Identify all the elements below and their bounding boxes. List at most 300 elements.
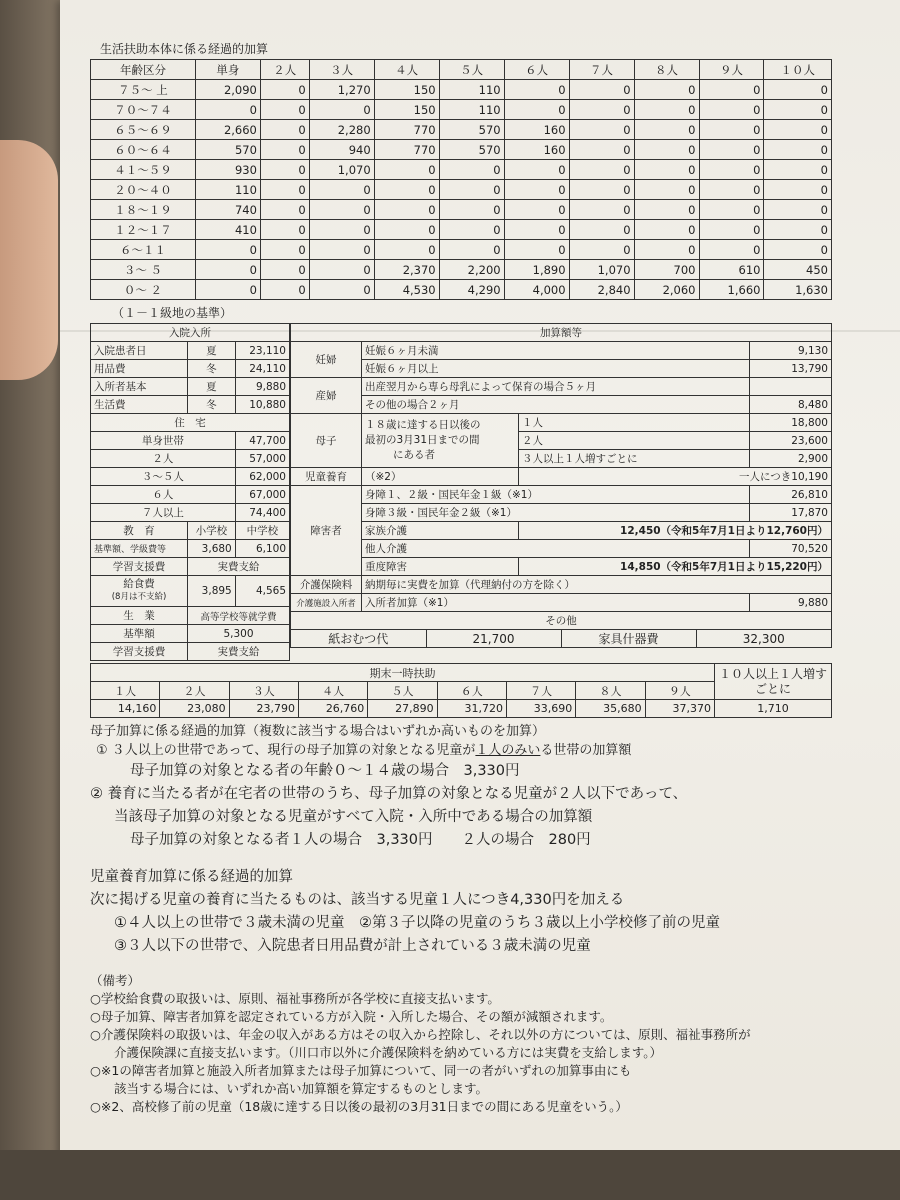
value: 12,450（令和5年7月1日より12,760円） bbox=[519, 522, 832, 540]
value-cell: 0 bbox=[374, 200, 439, 220]
label: ２人 bbox=[91, 450, 236, 468]
value: 14,160 bbox=[91, 700, 160, 718]
table-row bbox=[91, 504, 290, 522]
table-row bbox=[91, 140, 832, 160]
value: 70,520 bbox=[749, 540, 831, 558]
kimatsu-col: ９人 bbox=[645, 682, 714, 700]
table-row bbox=[291, 576, 832, 594]
age-cell: ７５～ 上 bbox=[91, 80, 196, 100]
boshi-title: 母子加算に係る経過的加算（複数に該当する場合はいずれか高いものを加算） bbox=[90, 724, 546, 739]
value-cell: 0 bbox=[569, 220, 634, 240]
document-content bbox=[90, 40, 890, 1116]
table-row bbox=[91, 378, 290, 396]
value-cell: 2,090 bbox=[195, 80, 260, 100]
value-cell: 1,630 bbox=[764, 280, 832, 300]
value-cell: 0 bbox=[374, 240, 439, 260]
jido-title: 児童養育加算に係る経過的加算 bbox=[90, 869, 293, 885]
table-row bbox=[91, 540, 290, 558]
table-row bbox=[291, 540, 832, 558]
value-cell: 1,660 bbox=[699, 280, 764, 300]
value-cell: 0 bbox=[634, 140, 699, 160]
table-row bbox=[91, 360, 290, 378]
value-cell: 570 bbox=[195, 140, 260, 160]
text: 身障３級・国民年金２級（※1） bbox=[362, 504, 750, 522]
table-row bbox=[91, 180, 832, 200]
label: ７人以上 bbox=[91, 504, 236, 522]
value: 26,760 bbox=[298, 700, 367, 718]
value-cell: 930 bbox=[195, 160, 260, 180]
value-cell: 1,070 bbox=[309, 160, 374, 180]
value: 31,720 bbox=[437, 700, 506, 718]
value-cell: 0 bbox=[309, 200, 374, 220]
right-column bbox=[290, 323, 832, 661]
value: 35,680 bbox=[576, 700, 645, 718]
value-cell: 570 bbox=[439, 140, 504, 160]
value-cell: 0 bbox=[374, 180, 439, 200]
label bbox=[91, 576, 188, 607]
kimatsu-col: ８人 bbox=[576, 682, 645, 700]
value-cell: 4,530 bbox=[374, 280, 439, 300]
value-cell: 0 bbox=[764, 120, 832, 140]
value: 17,870 bbox=[749, 504, 831, 522]
kaigoshisetsu-label: 介護施設入所者 bbox=[291, 594, 362, 612]
seigyo-sub: 高等学校等就学費 bbox=[188, 607, 290, 625]
table-row bbox=[91, 160, 832, 180]
left-column bbox=[90, 323, 290, 661]
value: 10,880 bbox=[235, 396, 289, 414]
value-cell: 0 bbox=[699, 180, 764, 200]
note-line: ①４人以上の世帯で３歳未満の児童 ②第３子以降の児童のうち３歳以上小学校修了前の児童 bbox=[114, 915, 720, 931]
note-line: ③３人以下の世帯で、入院患者日用品費が計上されている３歳未満の児童 bbox=[114, 938, 591, 954]
sonota-header: その他 bbox=[291, 612, 832, 630]
notes bbox=[90, 722, 890, 1116]
kimatsu-col: ６人 bbox=[437, 682, 506, 700]
table-row bbox=[91, 396, 290, 414]
table-row bbox=[91, 486, 290, 504]
value: 67,000 bbox=[235, 486, 289, 504]
value: 3,680 bbox=[188, 540, 236, 558]
boshi-desc bbox=[362, 414, 519, 468]
age-cell: ６５～６９ bbox=[91, 120, 196, 140]
value-cell: 700 bbox=[634, 260, 699, 280]
value: 74,400 bbox=[235, 504, 289, 522]
value-cell: 0 bbox=[309, 260, 374, 280]
sub: 冬 bbox=[188, 396, 236, 414]
table-row bbox=[91, 576, 290, 607]
value-cell: 0 bbox=[504, 80, 569, 100]
label: 用品費 bbox=[91, 360, 188, 378]
value-cell: 0 bbox=[504, 160, 569, 180]
value-cell: 610 bbox=[699, 260, 764, 280]
remark-line: ○※1の障害者加算と施設入所者加算または母子加算について、同一の者がいずれの加算事由にも bbox=[90, 1063, 632, 1078]
table-row bbox=[291, 504, 832, 522]
value-cell: 0 bbox=[195, 100, 260, 120]
kaigo-text: 納期毎に実費を加算（代理納付の方を除く） bbox=[362, 576, 832, 594]
value-cell: 0 bbox=[699, 220, 764, 240]
remark-line: 該当する場合には、いずれか高い加算額を算定するものとします。 bbox=[114, 1081, 489, 1096]
kimatsu-col: ２人 bbox=[160, 682, 229, 700]
table-row bbox=[291, 558, 832, 576]
th: ４人 bbox=[374, 60, 439, 80]
value-cell: 0 bbox=[374, 160, 439, 180]
kimatsu-last-label: １０人以上１人増すごとに bbox=[715, 664, 832, 700]
age-cell: ２０～４０ bbox=[91, 180, 196, 200]
note-line: 母子加算の対象となる者の年齢０～１４歳の場合 3,330円 bbox=[130, 763, 520, 779]
table-row bbox=[91, 607, 290, 625]
value-cell: 0 bbox=[764, 240, 832, 260]
remark-line: ○学校給食費の取扱いは、原則、福祉事務所が各学校に直接支払います。 bbox=[90, 991, 500, 1006]
value-cell: 0 bbox=[569, 80, 634, 100]
value: 4,565 bbox=[235, 576, 289, 607]
value: 6,100 bbox=[235, 540, 289, 558]
sonota-inner bbox=[291, 630, 831, 647]
value-cell: 0 bbox=[569, 120, 634, 140]
note-n1a: ① ３人以上の世帯であって、現行の母子加算の対象となる児童が bbox=[96, 743, 476, 758]
table1-header-row bbox=[91, 60, 832, 80]
kami-value: 21,700 bbox=[426, 630, 561, 647]
background-bottom bbox=[0, 1150, 900, 1200]
value-cell: 0 bbox=[260, 220, 309, 240]
text: 身障１、２級・国民年金１級（※1） bbox=[362, 486, 750, 504]
biko: （備考） bbox=[90, 973, 141, 988]
value-cell: 0 bbox=[764, 180, 832, 200]
value: 9,880 bbox=[235, 378, 289, 396]
text: 家族介護 bbox=[362, 522, 519, 540]
th: ９人 bbox=[699, 60, 764, 80]
jido-label: 児童養育 bbox=[291, 468, 362, 486]
value-cell: 2,840 bbox=[569, 280, 634, 300]
note-line: ② 養育に当たる者が在宅者の世帯のうち、母子加算の対象となる児童が２人以下であって、 bbox=[90, 786, 688, 802]
value-cell: 2,280 bbox=[309, 120, 374, 140]
thumb bbox=[0, 140, 58, 380]
table-row bbox=[291, 396, 832, 414]
value: 2,900 bbox=[749, 450, 831, 468]
table-row bbox=[291, 378, 832, 396]
value-cell: 0 bbox=[504, 220, 569, 240]
age-cell: ６～１１ bbox=[91, 240, 196, 260]
kami-label: 紙おむつ代 bbox=[291, 630, 426, 647]
value-cell: 0 bbox=[764, 200, 832, 220]
value-cell: 0 bbox=[374, 220, 439, 240]
value: 23,600 bbox=[749, 432, 831, 450]
kaigo-label: 介護保険料 bbox=[291, 576, 362, 594]
kaigoshisetsu-value: 9,880 bbox=[749, 594, 831, 612]
note-line: 母子加算の対象となる者１人の場合 3,330円 ２人の場合 280円 bbox=[130, 832, 591, 848]
value-cell: 4,290 bbox=[439, 280, 504, 300]
value-cell: 940 bbox=[309, 140, 374, 160]
value-cell: 0 bbox=[699, 200, 764, 220]
value-cell: 0 bbox=[569, 200, 634, 220]
value-cell: 1,070 bbox=[569, 260, 634, 280]
kyushoku-note: (8月は不支給) bbox=[111, 592, 167, 602]
value-cell: 0 bbox=[699, 80, 764, 100]
value-cell: 0 bbox=[195, 260, 260, 280]
table-row bbox=[91, 260, 832, 280]
table-row bbox=[291, 468, 832, 486]
age-cell: ７０～７４ bbox=[91, 100, 196, 120]
age-cell: ４１～５９ bbox=[91, 160, 196, 180]
sonota-cell bbox=[291, 630, 832, 648]
label: 学習支援費 bbox=[91, 643, 188, 661]
th: ６人 bbox=[504, 60, 569, 80]
value-cell: 0 bbox=[260, 180, 309, 200]
value: 47,700 bbox=[235, 432, 289, 450]
table-row bbox=[91, 80, 832, 100]
value: 13,790 bbox=[749, 360, 831, 378]
note-line: 次に掲げる児童の養育に当たるものは、該当する児童１人につき4,330円を加える bbox=[90, 892, 625, 908]
value: 18,800 bbox=[749, 414, 831, 432]
value-cell: 770 bbox=[374, 140, 439, 160]
table-row bbox=[91, 240, 832, 260]
value-cell: 0 bbox=[569, 100, 634, 120]
text: 妊娠６ヶ月以上 bbox=[362, 360, 750, 378]
kimatsu-col: ５人 bbox=[368, 682, 437, 700]
label: ３～５人 bbox=[91, 468, 236, 486]
value-cell: 0 bbox=[260, 240, 309, 260]
value-cell: 0 bbox=[439, 180, 504, 200]
value-cell: 0 bbox=[634, 220, 699, 240]
value-cell: 0 bbox=[260, 280, 309, 300]
value: 37,370 bbox=[645, 700, 714, 718]
value-cell: 150 bbox=[374, 80, 439, 100]
boshi-label: 母子 bbox=[291, 414, 362, 468]
value-cell: 0 bbox=[195, 240, 260, 260]
value-cell: 4,000 bbox=[504, 280, 569, 300]
kasan-header: 加算額等 bbox=[291, 324, 832, 342]
value-cell: 0 bbox=[569, 180, 634, 200]
table-row bbox=[91, 120, 832, 140]
value-cell: 0 bbox=[699, 140, 764, 160]
kyushoku-label: 給食費 bbox=[123, 578, 155, 590]
table-row bbox=[91, 200, 832, 220]
table-row bbox=[91, 450, 290, 468]
table-row bbox=[91, 280, 832, 300]
text: 他人介護 bbox=[362, 540, 750, 558]
standards-area bbox=[90, 323, 832, 661]
value-cell: 0 bbox=[439, 160, 504, 180]
kagu-label: 家具什器費 bbox=[561, 630, 696, 647]
label: 生活費 bbox=[91, 396, 188, 414]
value-cell: 0 bbox=[195, 280, 260, 300]
value: 23,790 bbox=[229, 700, 298, 718]
sanpu-label: 産婦 bbox=[291, 378, 362, 414]
th: ２人 bbox=[260, 60, 309, 80]
seigyo-header: 生 業 bbox=[91, 607, 188, 625]
value-cell: 0 bbox=[634, 180, 699, 200]
value-cell: 1,270 bbox=[309, 80, 374, 100]
kyoiku-header: 教 育 bbox=[91, 522, 188, 540]
kimatsu-col: ４人 bbox=[298, 682, 367, 700]
text: 出産翌月から専ら母乳によって保育の場合５ヶ月 bbox=[362, 378, 750, 396]
value: 実費支給 bbox=[188, 558, 290, 576]
note-line bbox=[90, 741, 890, 760]
value-cell: 0 bbox=[764, 80, 832, 100]
text: 重度障害 bbox=[362, 558, 519, 576]
note-n1b: る世帯の加算額 bbox=[540, 743, 632, 758]
sub: 夏 bbox=[188, 342, 236, 360]
table-row bbox=[91, 522, 290, 540]
table-row bbox=[91, 625, 290, 643]
jido-note: （※2） bbox=[362, 468, 519, 486]
sub: 夏 bbox=[188, 378, 236, 396]
kimatsu-col: １人 bbox=[91, 682, 160, 700]
value-cell: 0 bbox=[439, 240, 504, 260]
th: ７人 bbox=[569, 60, 634, 80]
value-cell: 0 bbox=[634, 160, 699, 180]
jido-value: 一人につき10,190 bbox=[519, 468, 832, 486]
table-row bbox=[91, 643, 290, 661]
sub: 冬 bbox=[188, 360, 236, 378]
value-cell: 1,890 bbox=[504, 260, 569, 280]
kimatsu-header: 期末一時扶助 bbox=[91, 664, 715, 682]
text: ２人 bbox=[519, 432, 750, 450]
value-cell: 2,660 bbox=[195, 120, 260, 140]
table-row bbox=[291, 630, 832, 648]
value-cell: 2,370 bbox=[374, 260, 439, 280]
value-cell: 0 bbox=[309, 280, 374, 300]
th: 年齢区分 bbox=[91, 60, 196, 80]
value: 23,110 bbox=[235, 342, 289, 360]
value-cell: 0 bbox=[309, 180, 374, 200]
value-cell: 410 bbox=[195, 220, 260, 240]
value-cell: 570 bbox=[439, 120, 504, 140]
value-cell: 0 bbox=[260, 100, 309, 120]
label: ６人 bbox=[91, 486, 236, 504]
value-cell: 150 bbox=[374, 100, 439, 120]
value-cell: 0 bbox=[260, 200, 309, 220]
age-cell: １２～１７ bbox=[91, 220, 196, 240]
value: 27,890 bbox=[368, 700, 437, 718]
age-cell: ０～ ２ bbox=[91, 280, 196, 300]
table-row bbox=[91, 432, 290, 450]
value-cell: 160 bbox=[504, 140, 569, 160]
value: 5,300 bbox=[188, 625, 290, 643]
boshi-desc-line: にある者 bbox=[393, 449, 435, 461]
value-cell: 0 bbox=[764, 140, 832, 160]
value-cell: 0 bbox=[504, 180, 569, 200]
th: 単身 bbox=[195, 60, 260, 80]
kaigoshisetsu-text: 入所者加算（※1） bbox=[362, 594, 750, 612]
ninpu-label: 妊婦 bbox=[291, 342, 362, 378]
value-cell: 0 bbox=[634, 80, 699, 100]
value-cell: 0 bbox=[699, 160, 764, 180]
age-cell: ６０～６４ bbox=[91, 140, 196, 160]
kimatsu-col: ７人 bbox=[506, 682, 575, 700]
table-row bbox=[91, 342, 290, 360]
section-label: （１－１級地の基準） bbox=[112, 306, 233, 320]
boshi-desc-line: １８歳に達する日以後の bbox=[365, 419, 481, 431]
value-cell: 0 bbox=[439, 220, 504, 240]
value: 26,810 bbox=[749, 486, 831, 504]
value: 62,000 bbox=[235, 468, 289, 486]
col: 小学校 bbox=[188, 522, 236, 540]
remark-line: ○介護保険料の取扱いは、年金の収入がある方はその収入から控除し、それ以外の方については、原則、福祉事務所が bbox=[90, 1027, 751, 1042]
value-cell: 0 bbox=[699, 240, 764, 260]
value-cell: 0 bbox=[260, 80, 309, 100]
value-cell: 0 bbox=[504, 100, 569, 120]
table1-body bbox=[91, 80, 832, 300]
value-cell: 0 bbox=[634, 200, 699, 220]
nyuin-header: 入院入所 bbox=[91, 324, 290, 342]
table1-title: 生活扶助本体に係る経過的加算 bbox=[100, 42, 269, 56]
value-cell: 0 bbox=[260, 140, 309, 160]
value-cell: 110 bbox=[439, 80, 504, 100]
value-cell: 0 bbox=[309, 220, 374, 240]
label: 学習支援費 bbox=[91, 558, 188, 576]
table-row bbox=[91, 220, 832, 240]
shogai-label: 障害者 bbox=[291, 486, 362, 576]
value: 24,110 bbox=[235, 360, 289, 378]
value-cell: 0 bbox=[634, 100, 699, 120]
value-cell: 0 bbox=[569, 140, 634, 160]
value-cell: 110 bbox=[195, 180, 260, 200]
age-cell: １８～１９ bbox=[91, 200, 196, 220]
value-cell: 2,060 bbox=[634, 280, 699, 300]
value-cell: 0 bbox=[504, 240, 569, 260]
value-cell: 0 bbox=[569, 160, 634, 180]
value-cell: 0 bbox=[764, 100, 832, 120]
text: １人 bbox=[519, 414, 750, 432]
value-cell: 0 bbox=[699, 100, 764, 120]
age-cell: ３～ ５ bbox=[91, 260, 196, 280]
text: ３人以上１人増すごとに bbox=[519, 450, 750, 468]
table-row bbox=[91, 558, 290, 576]
kimatsu-col: ３人 bbox=[229, 682, 298, 700]
value-cell: 0 bbox=[439, 200, 504, 220]
note-n1u: １人のみい bbox=[475, 743, 541, 758]
table-row bbox=[291, 414, 832, 432]
th: ３人 bbox=[309, 60, 374, 80]
kimatsu-table bbox=[90, 663, 832, 718]
value: 14,850（令和5年7月1日より15,220円） bbox=[519, 558, 832, 576]
table-row bbox=[291, 594, 832, 612]
label: 単身世帯 bbox=[91, 432, 236, 450]
value-cell: 0 bbox=[569, 240, 634, 260]
remark-line: 介護保険課に直接支払います。（川口市以外に介護保険料を納めている方には実費を支給します。） bbox=[114, 1045, 663, 1060]
table-row bbox=[91, 100, 832, 120]
value-cell: 740 bbox=[195, 200, 260, 220]
remark-line: ○※2、高校修了前の児童（18歳に達する日以後の最初の3月31日までの間にある児童をいう。） bbox=[90, 1099, 628, 1114]
value-cell: 0 bbox=[764, 160, 832, 180]
value-cell: 450 bbox=[764, 260, 832, 280]
value: 8,480 bbox=[749, 396, 831, 414]
value-cell: 0 bbox=[634, 120, 699, 140]
value: 1,710 bbox=[715, 700, 832, 718]
value-cell: 0 bbox=[260, 120, 309, 140]
value bbox=[749, 378, 831, 396]
value-cell: 0 bbox=[634, 240, 699, 260]
remark-line: ○母子加算、障害者加算を認定されている方が入院・入所した場合、その額が減額されます。 bbox=[90, 1009, 613, 1024]
table-row bbox=[291, 486, 832, 504]
value-cell: 0 bbox=[260, 260, 309, 280]
th: ５人 bbox=[439, 60, 504, 80]
jutaku-header: 住 宅 bbox=[91, 414, 290, 432]
value-cell: 770 bbox=[374, 120, 439, 140]
value-cell: 110 bbox=[439, 100, 504, 120]
note-line: 当該母子加算の対象となる児童がすべて入院・入所中である場合の加算額 bbox=[114, 809, 593, 825]
value-cell: 160 bbox=[504, 120, 569, 140]
label: 基準額 bbox=[91, 625, 188, 643]
text: その他の場合２ヶ月 bbox=[362, 396, 750, 414]
value: 実費支給 bbox=[188, 643, 290, 661]
keika-kasan-table bbox=[90, 59, 832, 300]
label: 基準額、学級費等 bbox=[91, 540, 188, 558]
value-cell: 2,200 bbox=[439, 260, 504, 280]
label: 入所者基本 bbox=[91, 378, 188, 396]
kagu-value: 32,300 bbox=[742, 631, 785, 646]
value: 3,895 bbox=[188, 576, 236, 607]
kimatsu-values-row bbox=[91, 700, 832, 718]
